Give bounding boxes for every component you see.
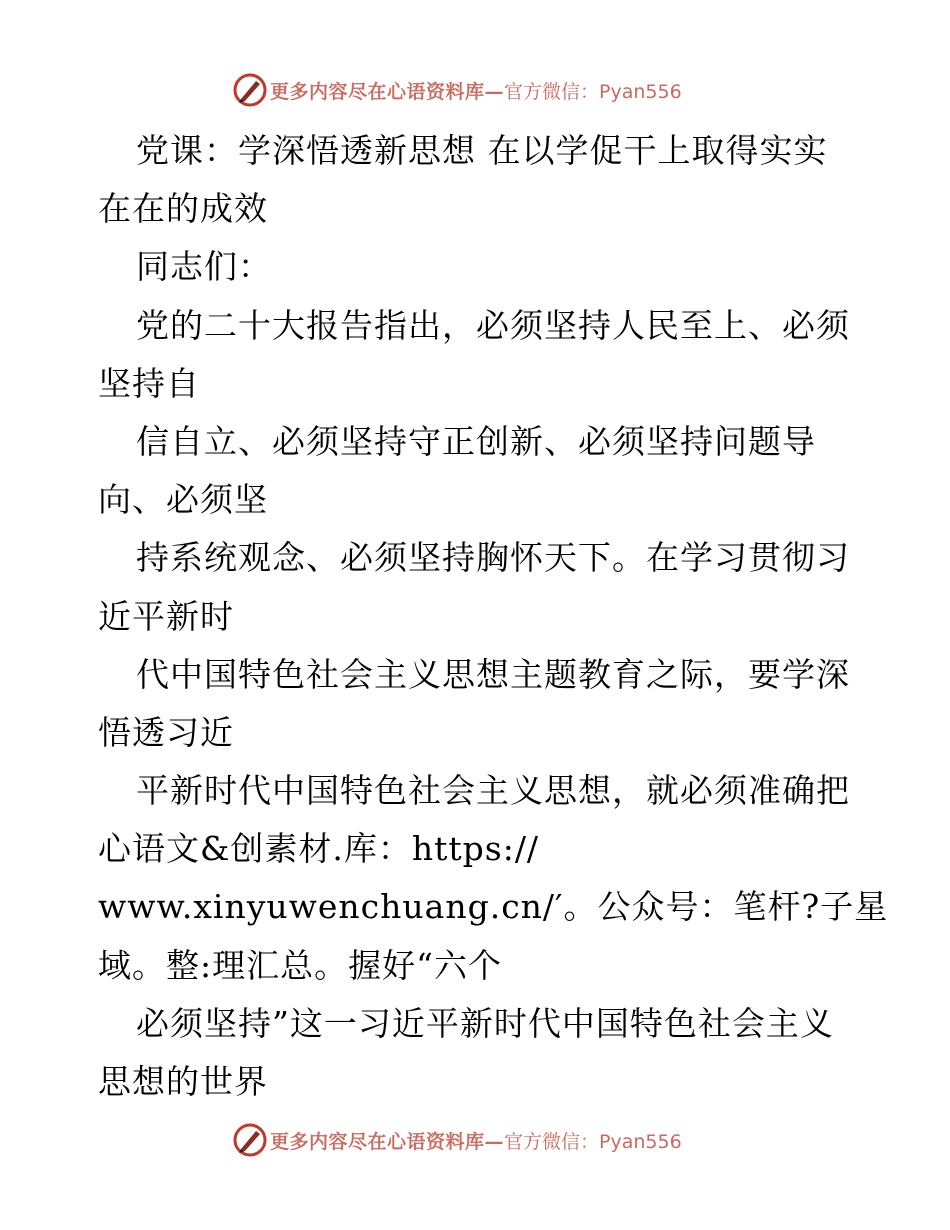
title-line-2: 在在的成效 [98,189,268,229]
paragraph-line: 悟透习近 [98,712,234,752]
paragraph-line: 思想的世界 [98,1062,268,1101]
pen-logo-icon [232,1122,268,1158]
paragraph-line: 平新时代中国特色社会主义思想，就必须准确把 [136,771,850,811]
watermark-contact: 官方微信：Pyan556 [504,80,682,103]
paragraph-line: 代中国特色社会主义思想主题教育之际，要学深 [136,654,850,694]
paragraph-line: 坚持自 [98,363,200,403]
paragraph-line: 党的二十大报告指出，必须坚持人民至上、必须 [136,305,850,345]
paragraph-line: 心语文&创素材.库：https:// [98,829,540,869]
paragraph-line: 必须坚持”这一习近平新时代中国特色社会主义 [136,1003,834,1043]
header-watermark [232,72,682,108]
salutation: 同志们： [136,247,272,287]
paragraph-line: 近平新时 [98,596,234,636]
watermark-contact: 官方微信：Pyan556 [504,1130,682,1153]
paragraph-line: 持系统观念、必须坚持胸怀天下。在学习贯彻习 [136,538,850,578]
pen-logo-icon [232,72,268,108]
footer-watermark [232,1122,682,1158]
title-line-1: 党课：学深悟透新思想 在以学促干上取得实实 [136,131,828,170]
paragraph-line: 向、必须坚 [98,480,268,520]
watermark-text: 更多内容尽在心语资料库— [270,1130,505,1153]
document-body [98,122,889,1111]
watermark-text: 更多内容尽在心语资料库— [270,80,505,103]
paragraph-line: 域。整:理汇总。握好“六个 [98,945,502,985]
paragraph-line: 信自立、必须坚持守正创新、必须坚持问题导 [136,421,816,461]
paragraph-line: www.xinyuwenchuang.cn/′。公众号：笔杆?子星 [98,887,889,927]
